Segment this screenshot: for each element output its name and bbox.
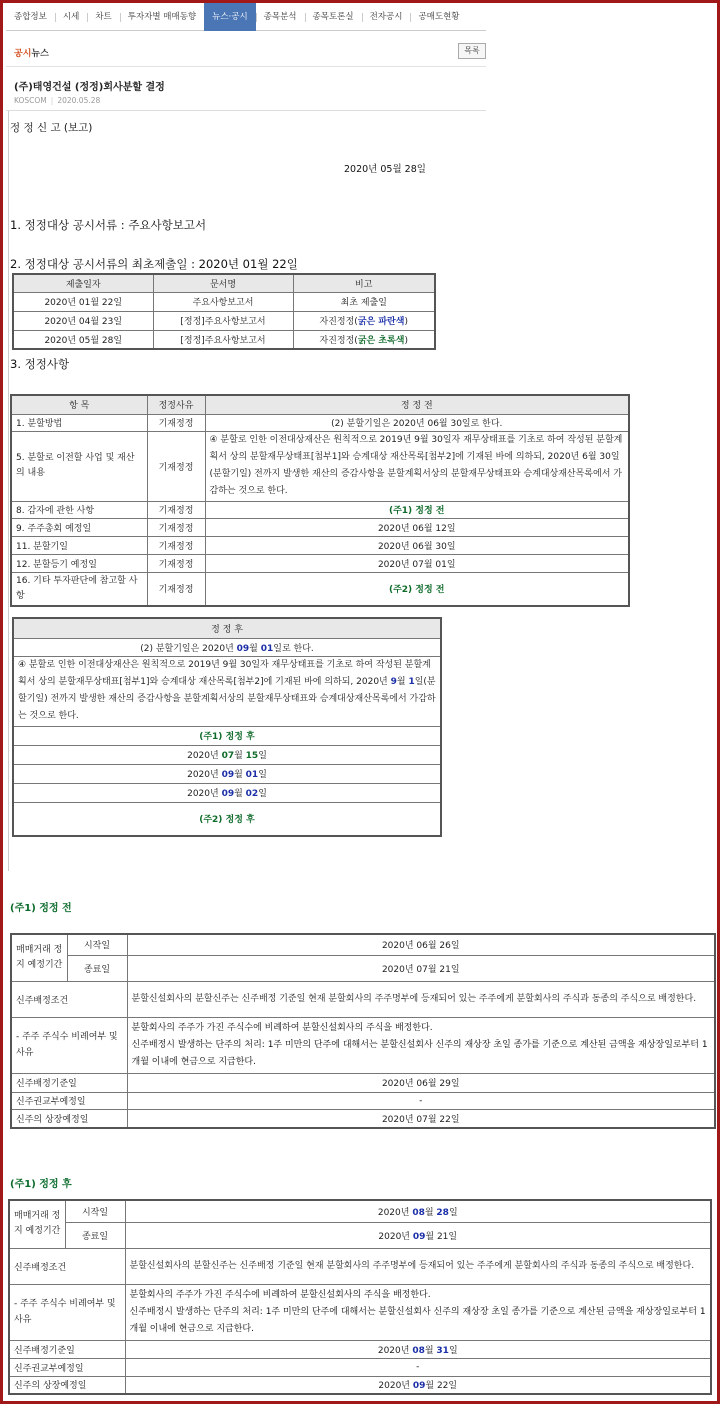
tab-investor-trading[interactable]: 투자자별 매매동향: [120, 3, 204, 31]
table-header: 항 목: [11, 395, 147, 414]
note-text: 자진정정(: [319, 317, 358, 327]
cell-label: 종료일: [67, 955, 127, 981]
tab-quotes[interactable]: 시세: [55, 3, 87, 31]
tab-analysis[interactable]: 종목분석: [256, 3, 305, 31]
cell-label: - 주주 주식수 비례여부 및 사유: [9, 1284, 125, 1340]
after-changed: 09: [221, 770, 235, 780]
cell-docname: [정정]주요사항보고서: [153, 330, 293, 349]
table-header: 문서명: [153, 274, 293, 292]
cell-before: 2020년 06월 30일: [205, 536, 629, 554]
section-title: [14, 46, 49, 59]
cell-after: [13, 656, 441, 726]
note-after-table: [8, 1199, 712, 1395]
cell-value: -: [125, 1358, 711, 1376]
cell-date: 2020년 05월 28일: [13, 330, 153, 349]
after-changed: 07: [221, 751, 235, 761]
cell-reason: 기재정정: [147, 536, 205, 554]
section-title-accent: 공시: [14, 49, 32, 59]
ratio-line: 분할회사의 주주가 가진 주식수에 비례하여 분할신설회사의 주식을 배정한다.: [131, 1022, 433, 1033]
cell-label: 신주배정조건: [11, 981, 127, 1017]
tab-overview[interactable]: 종합정보: [14, 12, 47, 22]
after-text: 월: [396, 677, 409, 687]
table-row: [9, 1284, 711, 1340]
after-changed: 31: [436, 1345, 449, 1356]
tab-short-selling[interactable]: 공매도현황: [410, 3, 467, 31]
target-document: 1. 정정대상 공시서류 : 주요사항보고서: [10, 218, 207, 232]
after-changed: 08: [412, 1345, 425, 1356]
cell-value: 2020년 07월 21일: [127, 955, 715, 981]
after-text: (2) 분할기일은 2020년: [140, 643, 237, 654]
cell-value: [125, 1376, 711, 1394]
after-text: 일: [258, 789, 267, 799]
after-text: 2020년: [377, 1207, 413, 1218]
table-row: [11, 1109, 715, 1128]
after-changed: 01: [260, 643, 274, 654]
after-text: 월: [249, 643, 261, 654]
after-changed: 15: [245, 751, 259, 761]
cell-item: 5. 분할로 이전할 사업 및 재산의 내용: [11, 431, 147, 501]
cell-label: 종료일: [65, 1222, 125, 1248]
note-color-label: 굵은 파란색: [357, 317, 405, 327]
table-header: 제출일자: [13, 274, 153, 292]
after-changed: 28: [436, 1207, 449, 1218]
tab-e-disclosure[interactable]: 전자공시: [362, 3, 411, 31]
table-row: [11, 572, 629, 606]
after-text: ④ 분할로 인한 이전대상재산은 원칙적으로 2019년 9월 30일자 재무상태표를 기초로 하여 작성된 분할계획서 상의 분할재무상태표[첨부1]와 승계대상 재산목록[첨부2]에 기재된 바에 의하되, 2020년: [18, 660, 431, 687]
ratio-line: 신주배정시 발생하는 단주의 처리: 1주 미만의 단주에 대해서는 분할신설회사 신주의 재상장 초일 종가를 기준으로 계산된 금액을 재상장일로부터 1개월 이내에 현금으로 지급한다.: [131, 1039, 708, 1067]
cell-note: 최초 제출일: [293, 292, 435, 311]
after-text: 2020년: [187, 751, 222, 761]
article-date: 2020.05.28: [57, 96, 101, 105]
after-text: 일: [258, 770, 267, 780]
stock-nav-tabs: [6, 3, 486, 31]
content-left-rule: [8, 111, 9, 871]
cell-after: [13, 638, 441, 656]
table-row: [9, 1222, 711, 1248]
cell-value: 분할신설회사의 분할신주는 신주배정 기준일 현재 분할회사의 주주명부에 등재되어 있는 주주에게 분할회사의 주식과 동종의 주식으로 배정한다.: [125, 1248, 711, 1284]
ratio-line: 신주배정시 발생하는 단주의 처리: 1주 미만의 단주에 대해서는 분할신설회사 신주의 재상장 초일 종가를 기준으로 계산된 금액을 재상장일로부터 1개월 이내에 현금으로 지급한다.: [129, 1306, 706, 1334]
section-header: [6, 37, 486, 67]
after-changed: 09: [236, 643, 250, 654]
after-changed: 09: [412, 1231, 426, 1242]
after-changed: 09: [221, 789, 235, 799]
after-changed: 01: [245, 770, 259, 780]
table-row: [11, 431, 629, 501]
after-changed: 09: [412, 1381, 426, 1392]
table-header: 정 정 후: [13, 618, 441, 638]
cell-after: (주1) 정정 후: [13, 726, 441, 745]
table-row: [11, 1017, 715, 1073]
table-row: [13, 292, 435, 311]
note-text: ): [404, 335, 408, 346]
article-source: KOSCOM: [14, 96, 47, 105]
after-text: 일로 한다.: [273, 643, 314, 654]
cell-value: [125, 1284, 711, 1340]
tab-news-disclosure[interactable]: 뉴스·공시: [204, 3, 256, 31]
cell-label: 시작일: [67, 934, 127, 955]
cell-reason: 기재정정: [147, 414, 205, 431]
cell-date: 2020년 01월 22일: [13, 292, 153, 311]
ratio-line: 분할회사의 주주가 가진 주식수에 비례하여 분할신설회사의 주식을 배정한다.: [129, 1289, 431, 1300]
cell-reason: 기재정정: [147, 431, 205, 501]
cell-value: 2020년 06월 26일: [127, 934, 715, 955]
cell-item: 9. 주주총회 예정일: [11, 518, 147, 536]
table-row: [13, 330, 435, 349]
after-text: 월: [234, 751, 246, 761]
after-text: 일: [448, 1207, 458, 1218]
cell-date: 2020년 04월 23일: [13, 311, 153, 330]
table-row: [9, 1340, 711, 1358]
table-header: 정정사유: [147, 395, 205, 414]
doc-heading: 정 정 신 고 (보고): [10, 122, 93, 134]
note-before-title: (주1) 정정 전: [10, 903, 72, 914]
note-text: 자진정정(: [319, 335, 358, 346]
table-row: [11, 414, 629, 431]
cell-value: -: [127, 1092, 715, 1109]
corrections-after-table: [12, 617, 442, 837]
cell-note: [293, 311, 435, 330]
after-text: 월: [234, 770, 246, 780]
cell-label: 신주권교부예정일: [11, 1092, 127, 1109]
table-row: [13, 764, 441, 783]
after-text: 2020년: [378, 1381, 413, 1392]
section-title-rest: 뉴스: [31, 49, 49, 59]
cell-label: 신주권교부예정일: [9, 1358, 125, 1376]
cell-reason: 기재정정: [147, 554, 205, 572]
cell-item: 11. 분할기일: [11, 536, 147, 554]
tab-discussion[interactable]: 종목토론실: [305, 3, 362, 31]
cell-label: 신주의 상장예정일: [11, 1109, 127, 1128]
table-row: [13, 745, 441, 764]
cell-item: 1. 분할방법: [11, 414, 147, 431]
cell-reason: 기재정정: [147, 501, 205, 518]
table-row: [11, 981, 715, 1017]
after-text: 월 22일: [425, 1381, 458, 1392]
table-row: [9, 1376, 711, 1394]
report-date: 2020년 05월 28일: [344, 164, 426, 175]
table-row: [13, 638, 441, 656]
cell-label: 신주배정조건: [9, 1248, 125, 1284]
note-after-title: (주1) 정정 후: [10, 1179, 72, 1190]
article-meta: KOSCOM | 2020.05.28: [14, 96, 101, 105]
cell-note: [293, 330, 435, 349]
corrections-heading: 3. 정정사항: [10, 357, 70, 371]
table-row: [11, 536, 629, 554]
after-text: 월 21일: [425, 1231, 458, 1242]
tab-chart[interactable]: 차트: [87, 3, 119, 31]
table-row: [9, 1248, 711, 1284]
cell-label: 시작일: [65, 1200, 125, 1222]
after-text: 2020년: [187, 770, 222, 780]
table-row: [13, 783, 441, 802]
cell-before: (주2) 정정 전: [205, 572, 629, 606]
article-header: [6, 69, 486, 111]
after-text: 월: [234, 789, 246, 799]
table-row: [11, 518, 629, 536]
cell-label: 매매거래 정지 예정기간: [11, 934, 67, 981]
cell-value: 2020년 06월 29일: [127, 1073, 715, 1092]
cell-reason: 기재정정: [147, 572, 205, 606]
after-text: 일: [258, 751, 267, 761]
cell-before: (2) 분할기일은 2020년 06월 30일로 한다.: [205, 414, 629, 431]
cell-value: 2020년 07월 22일: [127, 1109, 715, 1128]
cell-after: [13, 745, 441, 764]
table-row: [11, 501, 629, 518]
cell-value: [125, 1340, 711, 1358]
first-submission-date: 2. 정정대상 공시서류의 최초제출일 : 2020년 01월 22일: [10, 257, 298, 271]
after-changed: 08: [412, 1207, 425, 1218]
cell-before: ④ 분할로 인한 이전대상재산은 원칙적으로 2019년 9월 30일자 재무상태표를 기초로 하여 작성된 분할계획서 상의 분할재무상태표[첨부1]와 승계대상 재산목록[첨부2]에 기재된 바에 의하되, 2020년 6월 30일(분할기일) 전까지 발생한 재산의 증감사항을 분할계획서상의 분할재무상태표와 승계대상재산목록에서 가감하는 것으로 한다.: [205, 431, 629, 501]
after-text: 일(분할기일) 전까지 발생한 재산의 증감사항을 분할계획서상의 분할재무상태표와 승계대상재산목록에서 가감하는 것으로 한다.: [18, 677, 436, 721]
after-text: 2020년: [377, 1345, 413, 1356]
after-changed: 1: [408, 677, 415, 687]
cell-after: [13, 764, 441, 783]
after-text: 일: [448, 1345, 458, 1356]
table-header: 정 정 전: [205, 395, 629, 414]
after-changed: 9: [390, 677, 397, 687]
cell-docname: [정정]주요사항보고서: [153, 311, 293, 330]
cell-label: - 주주 주식수 비례여부 및 사유: [11, 1017, 127, 1073]
cell-value: [125, 1200, 711, 1222]
list-button[interactable]: 목록: [458, 43, 486, 59]
cell-label: 신주의 상장예정일: [9, 1376, 125, 1394]
table-row: [13, 656, 441, 726]
table-row: [11, 934, 715, 955]
after-text: 월: [424, 1345, 437, 1356]
cell-label: 매매거래 정지 예정기간: [9, 1200, 65, 1248]
note-color-label: 굵은 초록색: [357, 335, 405, 346]
cell-value: [125, 1222, 711, 1248]
cell-reason: 기재정정: [147, 518, 205, 536]
cell-before: 2020년 07월 01일: [205, 554, 629, 572]
corrections-table: [10, 394, 630, 607]
table-row: [9, 1200, 711, 1222]
cell-item: 12. 분할등기 예정일: [11, 554, 147, 572]
after-text: 2020년: [378, 1231, 413, 1242]
cell-label: 신주배정기준일: [11, 1073, 127, 1092]
table-row: [13, 802, 441, 836]
cell-label: 신주배정기준일: [9, 1340, 125, 1358]
cell-after: (주2) 정정 후: [13, 802, 441, 836]
table-row: [13, 311, 435, 330]
article-title: (주)태영건설 (정정)회사분할 결정: [14, 82, 165, 93]
cell-item: 8. 감자에 관한 사항: [11, 501, 147, 518]
table-row: [11, 1092, 715, 1109]
cell-after: [13, 783, 441, 802]
cell-before: (주1) 정정 전: [205, 501, 629, 518]
cell-item: 16. 기타 투자판단에 참고할 사항: [11, 572, 147, 606]
cell-before: 2020년 06월 12일: [205, 518, 629, 536]
submission-history-table: [12, 273, 436, 350]
note-text: ): [404, 317, 408, 327]
table-row: [9, 1358, 711, 1376]
table-row: [11, 554, 629, 572]
cell-value: 분할신설회사의 분할신주는 신주배정 기준일 현재 분할회사의 주주명부에 등재되어 있는 주주에게 분할회사의 주식과 동종의 주식으로 배정한다.: [127, 981, 715, 1017]
table-header: 비고: [293, 274, 435, 292]
cell-value: [127, 1017, 715, 1073]
table-row: [11, 955, 715, 981]
table-row: [11, 1073, 715, 1092]
after-text: 2020년: [187, 789, 222, 799]
table-row: [13, 726, 441, 745]
after-changed: 02: [245, 789, 259, 799]
cell-docname: 주요사항보고서: [153, 292, 293, 311]
after-text: 월: [424, 1207, 437, 1218]
note-before-table: [10, 933, 716, 1129]
